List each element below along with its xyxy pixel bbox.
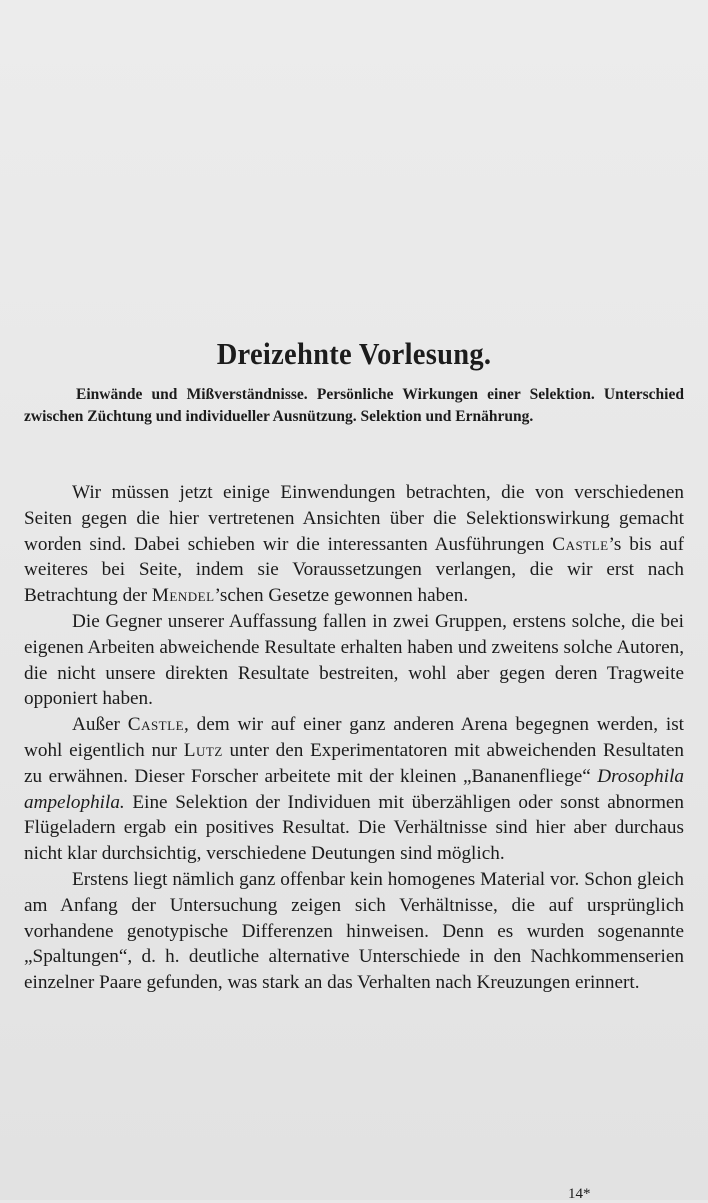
- body-text: [24, 480, 684, 996]
- author-name: Castle: [127, 714, 185, 736]
- text-span: Eine Selektion der Individuen mit überzähligen oder sonst abnormen Flügeladern ergab ein positives Resultat. Die Verhältnisse sind hier aber durchaus nicht klar durchsichtig, verschiedene Deutungen sind möglich.: [24, 791, 684, 865]
- signature-mark: 14*: [568, 1186, 591, 1202]
- paragraph-3: [24, 712, 684, 867]
- chapter-summary: Einwände und Mißverständnisse. Persönliche Wirkungen einer Selektion. Unterschied zwischen Züchtung und individueller Ausnützung. Selektion und Ernährung.: [24, 386, 684, 425]
- paragraph-1: [24, 480, 684, 609]
- species-name: Drosophila ampelophila.: [24, 765, 684, 813]
- author-name: Mendel: [151, 585, 215, 607]
- paragraph-2: Die Gegner unserer Auffassung fallen in zwei Gruppen, erstens solche, die bei eigenen Arbeiten abweichende Resultate erhalten haben und zweitens solche Autoren, die nicht unsere direkten Resultate bestreiten, wohl aber gegen deren Tragweite opponiert haben.: [24, 610, 684, 710]
- author-name: Lutz: [183, 739, 223, 761]
- text-span: ’s bis auf weiteres bei Seite, indem sie Voraussetzungen verlangen, die wir erst nach Betrachtung der: [24, 533, 684, 607]
- paragraph-4: Erstens liegt nämlich ganz offenbar kein homogenes Material vor. Schon gleich am Anfang der Untersuchung zeigen sich Verhältnisse, die auf ursprünglich vorhandene genotypische Differenzen hinweisen. Denn es wurden sogenannte „Spaltungen“, d. h. deutliche alternative Unterschiede in den Nachkommenserien einzelner Paare gefunden, was stark an das Verhalten nach Kreuzungen erinnert.: [24, 868, 684, 994]
- author-name: Castle: [552, 533, 609, 555]
- text-span: Wir müssen jetzt einige Einwendungen betrachten, die von verschiedenen Seiten gegen die hier vertretenen Ansichten über die Selektionswirkung gemacht worden sind. Dabei schieben wir die interessanten Ausführungen: [24, 482, 684, 555]
- text-span: Außer: [72, 714, 128, 736]
- text-span: , dem wir auf einer ganz anderen Arena begegnen werden, ist wohl eigentlich nur: [24, 714, 685, 761]
- chapter-heading: Dreizehnte Vorlesung.: [216, 336, 492, 371]
- text-span: unter den Experimentatoren mit abweichenden Resultaten zu erwähnen. Dieser Forscher arbeitete mit der kleinen „Bananenfliege“: [24, 739, 685, 787]
- text-span: ’schen Gesetze gewonnen haben.: [214, 585, 469, 607]
